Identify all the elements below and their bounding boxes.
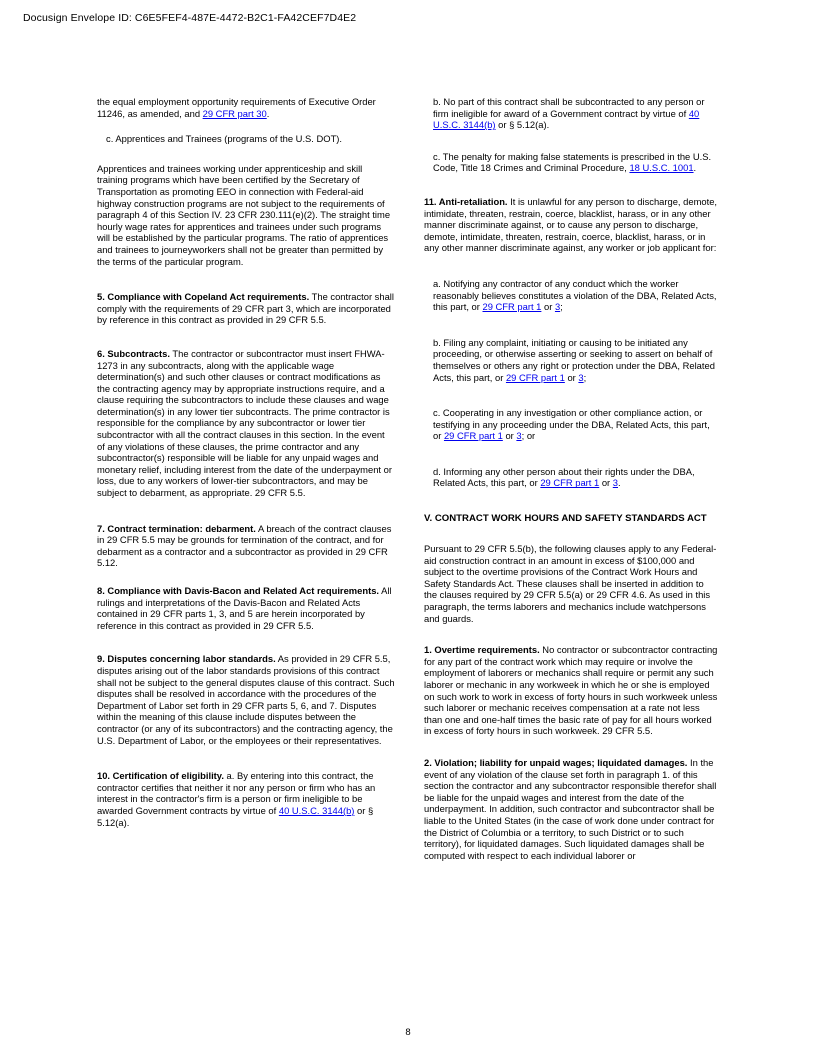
section-10-certification: 10. Certification of eligibility. a. By entering into this contract, the contractor certifies that neither it nor any person or firm who has an interest in the contractor's firm is a person or firm ineligible to be awarded Government contracts by virtue of 40 U.S.C. 3144(b) or § 5.12(a).	[97, 770, 376, 828]
section-7-title: 7. Contract termination: debarment.	[97, 522, 256, 534]
link-40-usc-3144b[interactable]: 40 U.S.C. 3144(b)	[433, 107, 700, 131]
link-29-cfr-part-30[interactable]: 29 CFR part 30	[202, 107, 267, 119]
paragraph-apprentices-trainees: Apprentices and trainees working under apprenticeship and skill training programs which have been certified by the Secretary of Transportation as promoting EEO in connection with Federal-aid highway construction programs are not subject to the requirements of paragraph 4 of this Section IV. 23 CFR 230.111(e)(2). The straight time hourly wage rates for apprentices and trainees under such programs will be established by the particular programs. The ratio of apprentices and trainees to journeyworkers shall not be greater than permitted by the terms of the particular program.	[97, 162, 391, 267]
link-part-3[interactable]: 3	[554, 301, 561, 313]
section-10-title: 10. Certification of eligibility.	[97, 770, 224, 782]
section-8-davis-bacon: 8. Compliance with Davis-Bacon and Related Act requirements. All rulings and interpretations of the Davis-Bacon and Related Acts contained in 29 CFR parts 1, 3, and 5 are herein incorporated by reference in this contract as provided in 29 CFR 5.5.	[97, 585, 392, 631]
section-v-heading: V. CONTRACT WORK HOURS AND SAFETY STANDARDS ACT	[424, 513, 707, 525]
subheading-apprentices-trainees: c. Apprentices and Trainees (programs of the U.S. DOT).	[106, 133, 343, 145]
paragraph-11d: d. Informing any other person about their rights under the DBA, Related Acts, this part, or 29 CFR part 1 or 3.	[433, 465, 695, 489]
section-6-title: 6. Subcontracts.	[97, 347, 170, 359]
section-9-title: 9. Disputes concerning labor standards.	[97, 653, 276, 665]
section-7-contract-termination: 7. Contract termination: debarment. A breach of the contract clauses in 29 CFR 5.5 may be grounds for termination of the contract, and for debarment as a contractor and a subcontractor as provided in 29 CFR 5.12.	[97, 522, 392, 569]
clause-1-overtime: 1. Overtime requirements. No contractor or subcontractor contracting for any part of the contract work which may require or involve the employment of laborers or mechanics shall require or permit any such laborer or mechanic in any workweek in which he or she is employed on such work to work in excess of forty hours in such workweek unless such laborer or mechanic receives compensation at a rate not less than one and one-half times the basic rate of pay for all hours worked in excess of forty hours in such workweek. 29 CFR 5.5.	[424, 644, 718, 737]
clause-2-liquidated-damages: 2. Violation; liability for unpaid wages; liquidated damages. In the event of any violation of the clause set forth in paragraph 1. of this section the contractor and any subcontractor responsible therefor shall be liable for the unpaid wages and interest from the date of the underpayment. In addition, such contractor and subcontractor shall be liable to the United States (in the case of work done under contract for the District of Columbia or a territory, to such District or to such territory), for liquidated damages. Such liquidated damages shall be computed with respect to each individual laborer or	[424, 756, 717, 861]
right-column	[424, 96, 718, 861]
section-8-title: 8. Compliance with Davis-Bacon and Related Act requirements.	[97, 585, 380, 596]
clause-2-title: 2. Violation; liability for unpaid wages; liquidated damages.	[424, 756, 688, 768]
section-11-anti-retaliation: 11. Anti-retaliation. It is unlawful for any person to discharge, demote, intimidate, threaten, restrain, coerce, blacklist, harass, or in any other manner discriminate against, or to cause any person to discharge, demote, intimidate, threaten, restrain, coerce, blacklist, harass, or in any other manner discriminate against, any worker or job applicant for:	[424, 195, 718, 254]
paragraph-cwhssa-intro: Pursuant to 29 CFR 5.5(b), the following clauses apply to any Federal-aid construction contract in an amount in excess of $100,000 and subject to the overtime provisions of the Contract Work Hours and Safety Standards Act. These clauses shall be inserted in addition to the clauses required by 29 CFR 5.5(a) or 29 CFR 4.6. As used in this paragraph, the terms laborers and mechanics include watchpersons and guards.	[424, 543, 717, 624]
clause-1-title: 1. Overtime requirements.	[424, 644, 540, 656]
link-18-usc-1001[interactable]: 18 U.S.C. 1001	[629, 162, 694, 174]
docusign-envelope-id: Docusign Envelope ID: C6E5FEF4-487E-4472-B2C1-FA42CEF7D4E2	[23, 12, 357, 24]
link-part-3[interactable]: 3	[612, 477, 618, 489]
link-29-cfr-part-1[interactable]: 29 CFR part 1	[443, 430, 503, 442]
page-number: 8	[405, 1027, 411, 1038]
left-column	[97, 96, 395, 828]
link-29-cfr-part-1[interactable]: 29 CFR part 1	[540, 477, 600, 489]
link-40-usc-3144b[interactable]: 40 U.S.C. 3144(b)	[278, 804, 355, 816]
section-5-copeland-act: 5. Compliance with Copeland Act requirements. The contractor shall comply with the requirements of 29 CFR part 3, which are incorporated by reference in this contract as provided in 29 CFR 5.5.	[97, 291, 394, 326]
section-11-title: 11. Anti-retaliation.	[424, 195, 508, 207]
section-5-title: 5. Compliance with Copeland Act requirements.	[97, 291, 310, 303]
link-29-cfr-part-1[interactable]: 29 CFR part 1	[505, 371, 565, 383]
paragraph-eeo-requirements: the equal employment opportunity requirements of Executive Order 11246, as amended, and 29 CFR part 30.	[97, 96, 376, 119]
section-9-disputes: 9. Disputes concerning labor standards. As provided in 29 CFR 5.5, disputes arising out of the labor standards provisions of this contract shall not be subject to the general disputes clause of this contract. Such disputes shall be resolved in accordance with the procedures of the Department of Labor set forth in 29 CFR parts 5, 6, and 7. Disputes within the meaning of this clause include disputes between the contractor (or any of its subcontractors) and the contracting agency, the U.S. Department of Labor, or the employees or their representatives.	[97, 653, 395, 746]
paragraph-10c: c. The penalty for making false statements is prescribed in the U.S. Code, Title 18 Crimes and Criminal Procedure, 18 U.S.C. 1001.	[433, 150, 712, 174]
paragraph-10b: b. No part of this contract shall be subcontracted to any person or firm ineligible for award of a Government contract by virtue of 40 U.S.C. 3144(b) or § 5.12(a).	[433, 96, 705, 131]
paragraph-11a: a. Notifying any contractor of any conduct which the worker reasonably believes constitutes a violation of the DBA, Related Acts, this part, or 29 CFR part 1 or 3;	[433, 277, 717, 313]
link-part-3[interactable]: 3	[578, 371, 584, 383]
link-29-cfr-part-1[interactable]: 29 CFR part 1	[482, 301, 542, 313]
section-6-subcontracts: 6. Subcontracts. The contractor or subcontractor must insert FHWA-1273 in any subcontracts, along with the applicable wage determination(s) and such other clauses or contract modifications as the contracting agency may by appropriate instructions require, and a clause requiring the subcontractors to include these clauses and wage determination(s) in any lower tier subcontracts. The prime contractor is responsible for the compliance by any subcontractor or lower tier subcontractor with all the contract clauses in this section. In the event of any violations of these clauses, the prime contractor and any subcontractor(s) responsible will be liable for any unpaid wages and monetary relief, including interest from the date of the underpayment or loss, due to any workers of lower-tier subcontractors, and may be subject to debarment, as appropriate. 29 CFR 5.5.	[97, 347, 392, 499]
paragraph-11b: b. Filing any complaint, initiating or causing to be initiated any proceeding, or otherwise asserting or seeking to assert on behalf of themselves or others any right or protection under the DBA, Related Acts, this part, or 29 CFR part 1 or 3;	[433, 336, 715, 383]
paragraph-11c: c. Cooperating in any investigation or other compliance action, or testifying in any proceeding under the DBA, Related Acts, this part, or 29 CFR part 1 or 3; or	[433, 407, 710, 442]
link-part-3[interactable]: 3	[516, 430, 522, 442]
